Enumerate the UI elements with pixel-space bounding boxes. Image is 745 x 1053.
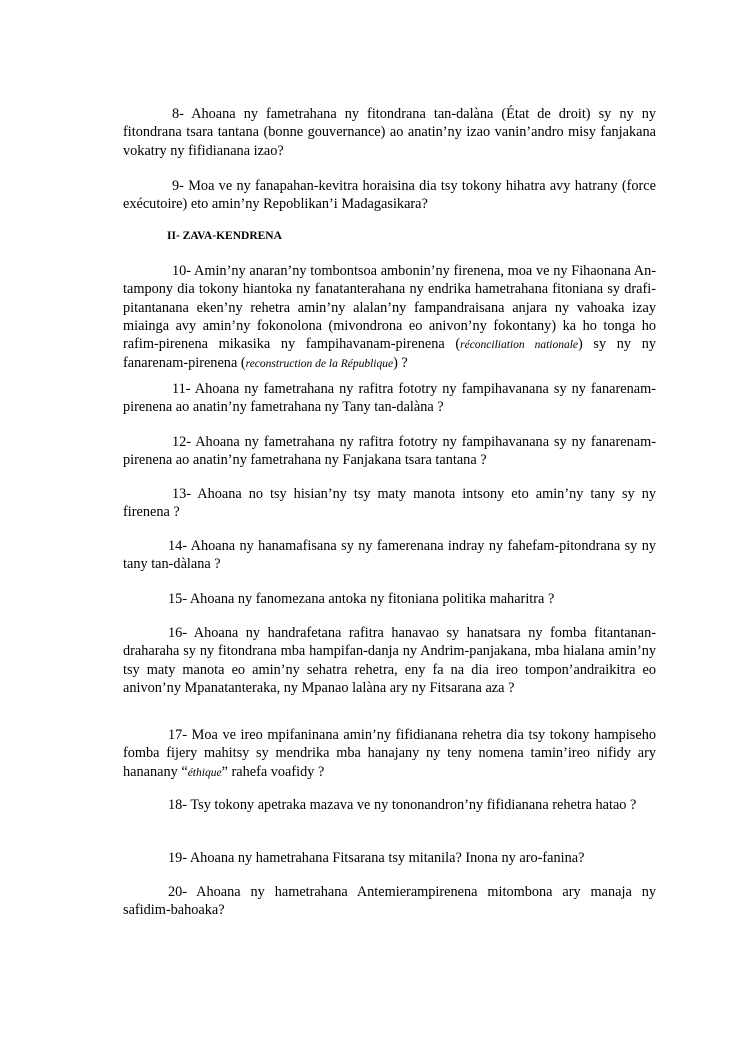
question-text: Ahoana ny fanomezana antoka ny fitoniana politika maharitra ? [189, 591, 555, 607]
question-number: 16- [168, 625, 188, 641]
question-text: Ahoana no tsy hisian’ny tsy maty manota intsony eto amin’ny tany sy ny firenena ? [123, 486, 656, 521]
question-number: 18- [168, 797, 188, 813]
question-8 [123, 105, 656, 160]
italic-term: éthique [187, 766, 222, 779]
question-text: Moa ve ireo mpifaninana amin’ny fifidianana rehetra dia tsy tokony hampiseho fomba fijery mahitsy sy mendrika mba hanajany ny teny nomena tamin’ireo nifidy ary hananany “ [123, 727, 656, 780]
question-19 [123, 849, 656, 867]
question-20 [123, 883, 656, 920]
question-number: 19- [168, 850, 188, 866]
question-text: Ahoana ny handrafetana rafitra hanavao sy hanatsara ny fomba fitantanan-draharaha sy ny fitondrana mba hampifan-danja ny Andrim-panjakana, mba hialana amin’ny tsy maty manota eo amin’ny sehatra rehetra, eny fa na dia ireo tompon’andraikitra eo anivon’ny Mpanatanteraka, ny Mpanao lalàna ary ny Fitsarana aza ? [123, 625, 656, 696]
question-16 [123, 624, 656, 697]
question-text: Ahoana ny hanamafisana sy ny famerenana indray ny fahefam-pitondrana sy ny tany tan-dàlana ? [123, 538, 656, 573]
question-number: 15- [168, 591, 188, 607]
italic-term: réconciliation nationale [460, 339, 579, 352]
question-number: 10- [172, 263, 192, 279]
question-text: Ahoana ny fametrahana ny rafitra fototry ny fampihavanana sy ny fanarenam-pirenena ao anatin’ny fametrahana ny Fanjakana tsara tantana ? [123, 434, 656, 469]
question-text: Tsy tokony apetraka mazava ve ny tononandron’ny fifidianana rehetra hatao ? [190, 797, 637, 813]
question-13 [123, 485, 656, 522]
question-number: 14- [168, 538, 188, 554]
italic-term: reconstruction de la République [245, 358, 394, 371]
question-11 [123, 380, 656, 417]
question-text: Ahoana ny hametrahana Fitsarana tsy mitanila? Inona ny aro-fanina? [189, 850, 585, 866]
question-12 [123, 433, 656, 470]
question-text: Ahoana ny fametrahana ny rafitra fototry ny fampihavanana sy ny fanarenam-pirenena ao anatin’ny fametrahana ny Tany tan-dalàna ? [123, 381, 656, 416]
question-number: 13- [172, 486, 192, 502]
question-number: 20- [168, 884, 188, 900]
question-text: Ahoana ny fametrahana ny fitondrana tan-dalàna (État de droit) sy ny ny fitondrana tsara tantana (bonne gouvernance) ao anatin’ny izao vanin’andro misy fanjakana vokatry ny fifidianana izao? [123, 106, 656, 159]
question-10 [123, 262, 656, 374]
question-text: ) ? [393, 355, 408, 372]
question-number: 17- [168, 727, 188, 743]
question-number: 11- [172, 381, 191, 397]
question-text: ) sy ny ny fanarenam-pirenena ( [123, 336, 657, 372]
question-text: Ahoana ny hametrahana Antemierampirenena mitombona ary manaja ny safidim-bahoaka? [123, 884, 656, 919]
question-text: Moa ve ny fanapahan-kevitra horaisina dia tsy tokony hihatra avy hatrany (force exécutoire) eto amin’ny Repoblikan’i Madagasikara? [123, 178, 656, 213]
question-15 [123, 590, 656, 608]
question-number: 12- [172, 434, 192, 450]
question-17 [123, 726, 656, 782]
question-text: Amin’ny anaran’ny tombontsoa ambonin’ny firenena, moa ve ny Fihaonana An-tampony dia tokony hiantoka ny fanatanterahana ny endrika hametrahana fitoniana sy drafi-pitantanana eken’ny rehetra amin’ny alalan’ny fampandraisana anjara ny vahoaka izay miainga avy amin’ny fokonolona (mivondrona eo anivon’ny fokontany) ka ho tonga ho rafim-pirenena mikasika ny fampihavanam-pirenena ( [123, 263, 656, 353]
question-number: 8- [172, 106, 184, 122]
section-heading: II- ZAVA-KENDRENA [167, 230, 282, 242]
question-14 [123, 537, 656, 574]
question-9 [123, 177, 656, 214]
question-18 [123, 796, 656, 814]
question-text: ” rahefa voafidy ? [221, 763, 325, 780]
question-number: 9- [172, 178, 184, 194]
